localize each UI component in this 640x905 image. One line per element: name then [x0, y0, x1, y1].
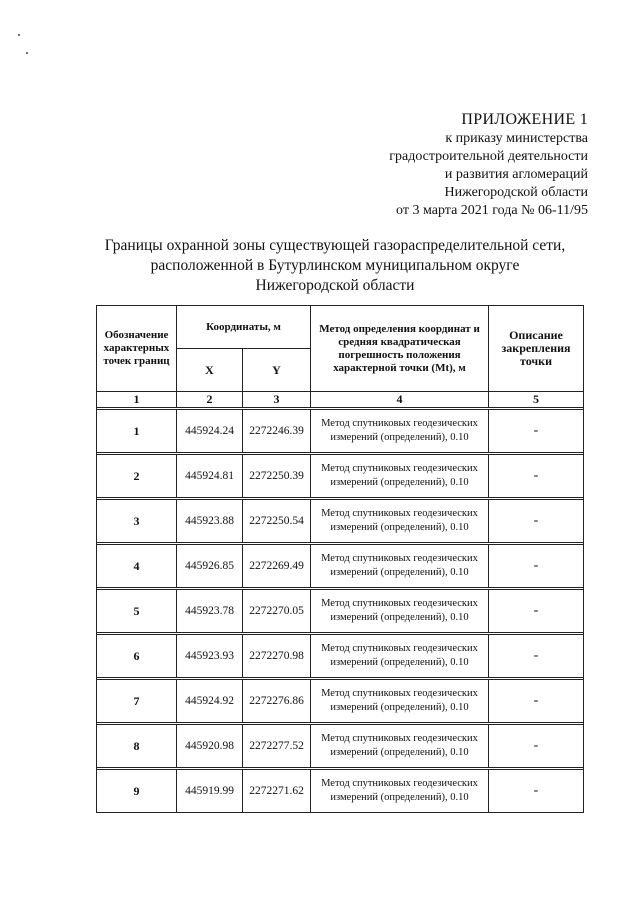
method-description: Метод спутниковых геодезических измерений (определений), 0.10 — [311, 545, 489, 588]
method-description: Метод спутниковых геодезических измерений (определений), 0.10 — [311, 500, 489, 543]
column-number: 5 — [489, 392, 584, 408]
fixing-description: - — [489, 770, 584, 813]
column-number-row — [97, 392, 584, 408]
x-coordinate: 445924.92 — [177, 680, 243, 723]
point-number: 8 — [97, 725, 177, 768]
title-line: Нижегородской области — [255, 277, 415, 294]
x-coordinate: 445920.98 — [177, 725, 243, 768]
appendix-line: Нижегородской области — [444, 185, 588, 200]
point-number: 7 — [97, 680, 177, 723]
method-description: Метод спутниковых геодезических измерений (определений), 0.10 — [311, 590, 489, 633]
fixing-description: - — [489, 545, 584, 588]
x-coordinate: 445919.99 — [177, 770, 243, 813]
y-coordinate: 2272270.05 — [243, 590, 311, 633]
method-description: Метод спутниковых геодезических измерений (определений), 0.10 — [311, 455, 489, 498]
point-number: 9 — [97, 770, 177, 813]
appendix-heading: ПРИЛОЖЕНИЕ 1 — [461, 111, 588, 128]
coordinates-table — [96, 305, 584, 813]
header-coords: Координаты, м — [177, 306, 311, 349]
y-coordinate: 2272276.86 — [243, 680, 311, 723]
column-number: 3 — [243, 392, 311, 408]
header-designation: Обозначение характерных точек границ — [97, 306, 177, 392]
method-description: Метод спутниковых геодезических измерений (определений), 0.10 — [311, 635, 489, 678]
table-row — [97, 455, 584, 498]
x-coordinate: 445923.93 — [177, 635, 243, 678]
y-coordinate: 2272270.98 — [243, 635, 311, 678]
column-number: 2 — [177, 392, 243, 408]
point-number: 1 — [97, 410, 177, 453]
header-description: Описание закрепления точки — [489, 306, 584, 392]
table-row — [97, 770, 584, 813]
point-number: 3 — [97, 500, 177, 543]
table-row — [97, 500, 584, 543]
fixing-description: - — [489, 725, 584, 768]
appendix-line: от 3 марта 2021 года № 06-11/95 — [396, 203, 588, 218]
appendix-line: и развития агломераций — [444, 167, 588, 182]
point-number: 6 — [97, 635, 177, 678]
scan-speck — [26, 52, 28, 54]
table-row — [97, 680, 584, 723]
fixing-description: - — [489, 590, 584, 633]
method-description: Метод спутниковых геодезических измерений (определений), 0.10 — [311, 680, 489, 723]
method-description: Метод спутниковых геодезических измерений (определений), 0.10 — [311, 725, 489, 768]
fixing-description: - — [489, 410, 584, 453]
header-x: X — [177, 349, 243, 392]
point-number: 4 — [97, 545, 177, 588]
column-number: 1 — [97, 392, 177, 408]
table-row — [97, 590, 584, 633]
fixing-description: - — [489, 455, 584, 498]
appendix-line: градостроительной деятельности — [389, 149, 588, 164]
header-method: Метод определения координат и средняя квадратическая погрешность положения характерной точки (Mt), м — [311, 306, 489, 392]
appendix-line: к приказу министерства — [445, 131, 588, 146]
table-row — [97, 725, 584, 768]
y-coordinate: 2272271.62 — [243, 770, 311, 813]
method-description: Метод спутниковых геодезических измерений (определений), 0.10 — [311, 410, 489, 453]
table-row — [97, 545, 584, 588]
x-coordinate: 445924.24 — [177, 410, 243, 453]
x-coordinate: 445923.78 — [177, 590, 243, 633]
column-number: 4 — [311, 392, 489, 408]
fixing-description: - — [489, 680, 584, 723]
fixing-description: - — [489, 635, 584, 678]
table-row — [97, 410, 584, 453]
method-description: Метод спутниковых геодезических измерений (определений), 0.10 — [311, 770, 489, 813]
header-y: Y — [243, 349, 311, 392]
point-number: 2 — [97, 455, 177, 498]
scan-speck — [18, 34, 20, 36]
title-line: Границы охранной зоны существующей газораспределительной сети, — [104, 237, 566, 254]
y-coordinate: 2272246.39 — [243, 410, 311, 453]
y-coordinate: 2272269.49 — [243, 545, 311, 588]
appendix-block — [389, 110, 588, 220]
fixing-description: - — [489, 500, 584, 543]
y-coordinate: 2272250.54 — [243, 500, 311, 543]
x-coordinate: 445924.81 — [177, 455, 243, 498]
table-row — [97, 635, 584, 678]
y-coordinate: 2272250.39 — [243, 455, 311, 498]
document-title — [90, 236, 580, 296]
x-coordinate: 445926.85 — [177, 545, 243, 588]
point-number: 5 — [97, 590, 177, 633]
y-coordinate: 2272277.52 — [243, 725, 311, 768]
title-line: расположенной в Бутурлинском муниципальном округе — [150, 257, 520, 274]
x-coordinate: 445923.88 — [177, 500, 243, 543]
